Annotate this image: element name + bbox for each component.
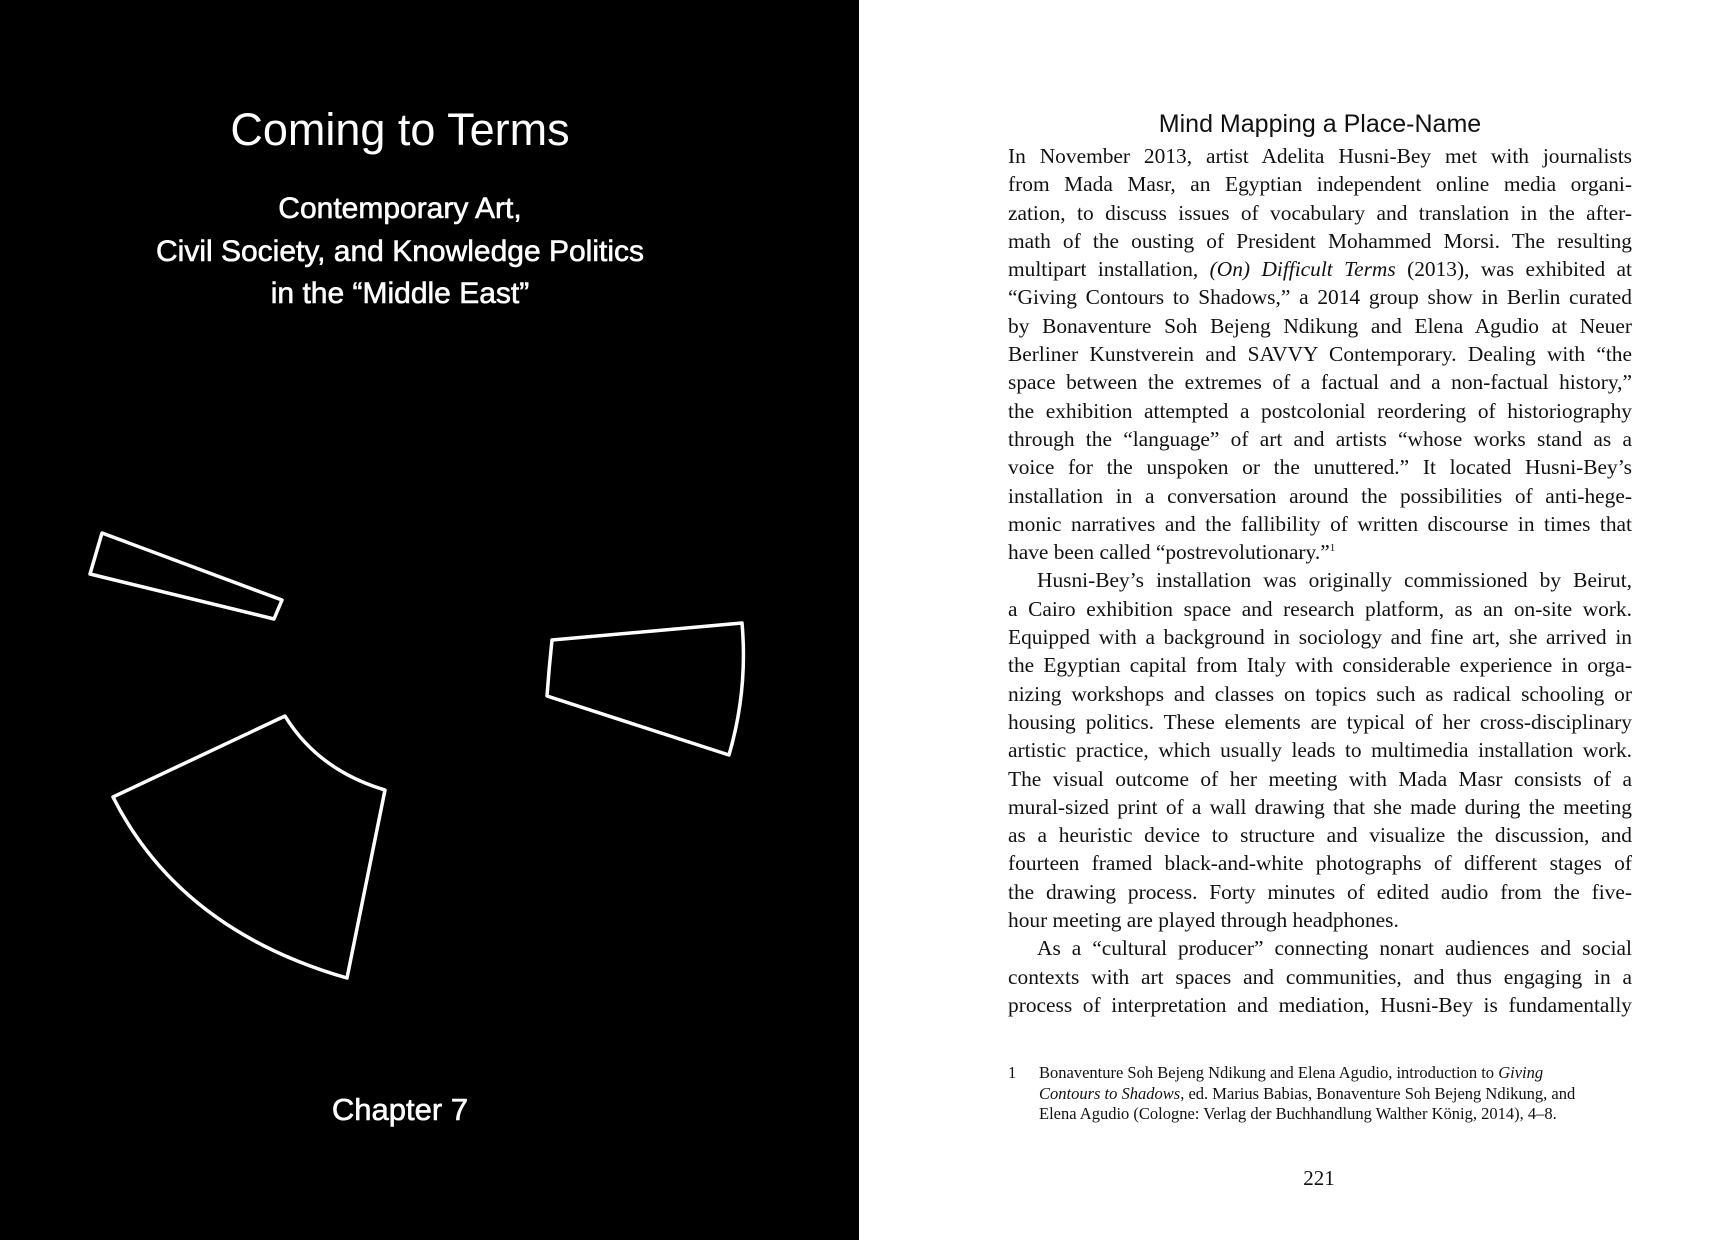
text-span: mural-sized print of a wall drawing that she made during the meeting (1008, 794, 1632, 819)
text-line (1008, 765, 1632, 793)
text-span: the exhibition attempted a postcolonial reordering of historiography (1008, 398, 1632, 423)
footnote-ref: 1 (1329, 542, 1336, 555)
text-span: In November 2013, artist Adelita Husni-Bey met with journalists (1008, 144, 1632, 168)
text-span: Contours to Shadows (1039, 1083, 1181, 1103)
text-span: a Cairo exhibition space and research platform, as an on-site work. (1008, 596, 1632, 621)
text-span: “Giving Contours to Shadows,” a 2014 group show in Berlin curated (1008, 285, 1632, 310)
text-line (1008, 255, 1632, 283)
text-line (1008, 651, 1632, 679)
text-span: as a heuristic device to structure and visualize the discussion, and (1008, 823, 1632, 848)
chapter-label: Chapter 7 (331, 1092, 469, 1127)
text-span: through the “language” of art and artists “whose works stand as a (1008, 426, 1632, 451)
text-span: hour meeting are played through headphones. (1008, 908, 1399, 933)
text-line (1008, 227, 1632, 255)
text-line (1008, 538, 1632, 566)
footnote-text (1039, 1063, 1628, 1125)
text-line (1008, 312, 1632, 340)
text-span: Elena Agudio (Cologne: Verlag der Buchhandlung Walther König, 2014), 4–8. (1039, 1104, 1557, 1123)
text-span: Bonaventure Soh Bejeng Ndikung and Elena Agudio, introduction to (1039, 1063, 1499, 1082)
subtitle-line: in the “Middle East” (270, 277, 530, 310)
text-span: Giving (1498, 1063, 1544, 1082)
text-span: by Bonaventure Soh Bejeng Ndikung and Elena Agudio at Neuer (1008, 313, 1632, 338)
section-title: Mind Mapping a Place-Name (1158, 110, 1482, 138)
text-line (1008, 680, 1632, 708)
text-span: Berliner Kunstverein and SAVVY Contemporary. Dealing with “the (1008, 342, 1632, 367)
text-span: multipart installation, (1008, 257, 1210, 282)
text-span: Equipped with a background in sociology and fine art, she arrived in (1008, 625, 1632, 650)
text-span: the Egyptian capital from Italy with considerable experience in orga- (1008, 653, 1632, 678)
text-span: (2013), was exhibited at (1395, 257, 1632, 282)
text-line (1008, 566, 1632, 594)
text-line (1008, 283, 1632, 311)
text-line (1008, 793, 1632, 821)
footnote-line (1039, 1104, 1628, 1125)
text-span: voice for the unspoken or the unuttered.” It located Husni-Bey’s (1008, 455, 1632, 480)
text-span: fourteen framed black-and-white photographs of different stages of (1008, 851, 1632, 876)
text-span: (On) Difficult Terms (1209, 257, 1396, 282)
text-line (1008, 199, 1632, 227)
text-span: Husni-Bey’s installation was originally commissioned by Beirut, (1037, 568, 1632, 593)
subtitle-line: Civil Society, and Knowledge Politics (155, 234, 644, 268)
text-line (1008, 849, 1632, 877)
text-span: , ed. Marius Babias, Bonaventure Soh Bejeng Ndikung, and (1180, 1083, 1576, 1103)
footnote (1008, 1063, 1628, 1125)
text-span: monic narratives and the fallibility of written discourse in times that (1008, 511, 1632, 536)
text-line (1008, 821, 1632, 849)
text-span: The visual outcome of her meeting with Mada Masr consists of a (1008, 766, 1632, 791)
text-line (1008, 623, 1632, 651)
body-text (1008, 142, 1632, 1019)
text-line (1008, 963, 1632, 991)
text-line (1008, 991, 1632, 1019)
text-span: the drawing process. Forty minutes of edited audio from the five- (1008, 879, 1632, 904)
wedge-shape-2 (547, 623, 743, 755)
page-number: 221 (1303, 1166, 1335, 1190)
text-line (1008, 453, 1632, 481)
text-line (1008, 170, 1632, 198)
text-span: As a “cultural producer” connecting nonart audiences and social (1037, 936, 1632, 961)
text-span: housing politics. These elements are typical of her cross-disciplinary (1008, 709, 1632, 734)
text-span: contexts with art spaces and communities, and thus engaging in a (1008, 964, 1632, 989)
text-span: nizing workshops and classes on topics such as radical schooling or (1008, 681, 1632, 706)
text-line (1008, 708, 1632, 736)
footnote-number: 1 (1008, 1063, 1017, 1082)
text-span: from Mada Masr, an Egyptian independent online media organi- (1008, 172, 1632, 197)
text-span: math of the ousting of President Mohammed Morsi. The resulting (1008, 228, 1632, 253)
text-line (1008, 397, 1632, 425)
footnote-line (1039, 1063, 1628, 1084)
subtitle-line: Contemporary Art, (278, 192, 522, 225)
text-line (1008, 510, 1632, 538)
text-line (1008, 425, 1632, 453)
text-span: installation in a conversation around the possibilities of anti-hege- (1008, 483, 1632, 508)
text-line (1008, 368, 1632, 396)
book-title: Coming to Terms (230, 104, 570, 155)
text-line (1008, 482, 1632, 510)
footnote-line (1039, 1084, 1628, 1105)
text-line (1008, 142, 1632, 170)
text-line (1008, 934, 1632, 962)
wedge-shape-1 (90, 533, 282, 619)
text-span: have been called “postrevolutionary.” (1008, 540, 1330, 565)
text-line (1008, 878, 1632, 906)
text-span: process of interpretation and mediation, Husni-Bey is fundamentally (1008, 992, 1632, 1017)
text-line (1008, 736, 1632, 764)
text-span: artistic practice, which usually leads to multimedia installation work. (1008, 738, 1632, 763)
text-line (1008, 906, 1632, 934)
text-line (1008, 595, 1632, 623)
wedge-shape-3 (113, 716, 385, 978)
text-span: space between the extremes of a factual and a non-factual history,” (1008, 370, 1632, 395)
text-line (1008, 340, 1632, 368)
text-span: zation, to discuss issues of vocabulary and translation in the after- (1008, 200, 1632, 225)
